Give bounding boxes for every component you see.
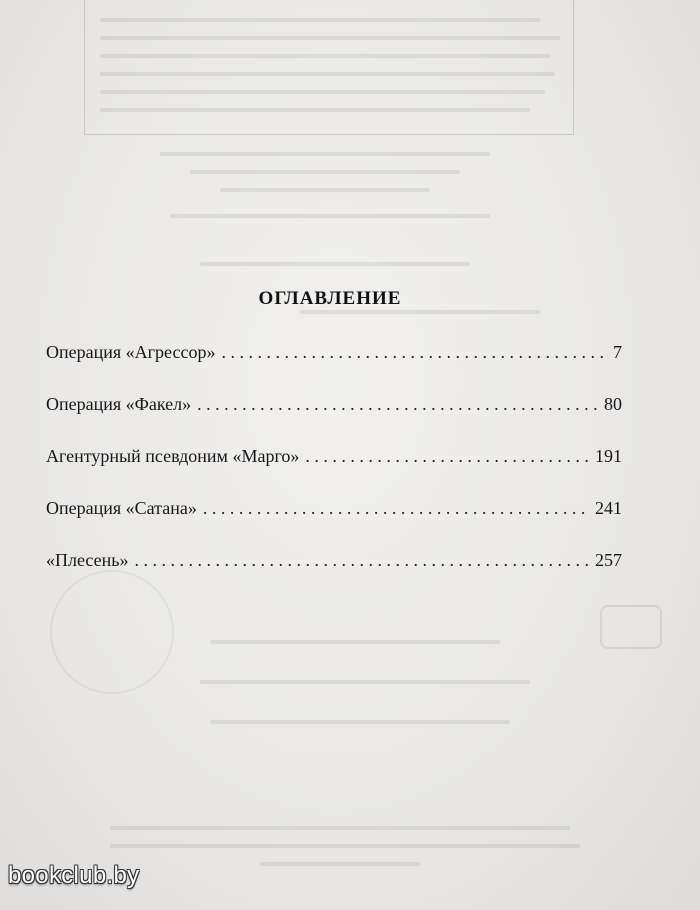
toc-entry-page: 241: [595, 498, 622, 518]
dot-leader: [305, 444, 590, 469]
bleed-through-line: [100, 72, 555, 76]
bleed-through-line: [300, 310, 540, 314]
toc-entry-page: 80: [604, 394, 622, 414]
dot-leader: [134, 548, 590, 573]
bleed-through-line: [260, 862, 420, 866]
dot-leader: [221, 340, 608, 365]
toc-entry-page: 191: [595, 446, 622, 466]
bleed-through-line: [160, 152, 490, 156]
toc-entry-title: Операция «Сатана»: [46, 498, 197, 518]
toc-entry-title: «Плесень»: [46, 550, 129, 570]
bleed-through-line: [110, 844, 580, 848]
bleed-through-line: [170, 214, 490, 218]
site-watermark: bookclub.by: [8, 862, 140, 889]
bleed-through-line: [190, 170, 460, 174]
bleed-through-badge: [600, 605, 662, 649]
bleed-through-line: [100, 90, 545, 94]
toc-entry-page: 257: [595, 550, 622, 570]
toc-entry-title: Операция «Агрессор»: [46, 342, 216, 362]
dot-leader: [203, 496, 590, 521]
bleed-through-line: [200, 262, 470, 266]
toc-entry: [46, 444, 622, 469]
toc-entry-title: Операция «Факел»: [46, 394, 192, 414]
bleed-through-line: [100, 36, 560, 40]
bleed-through-line: [210, 720, 510, 724]
bleed-through-line: [200, 680, 530, 684]
bleed-through-line: [220, 188, 430, 192]
bleed-through-line: [110, 826, 570, 830]
bleed-through-line: [100, 18, 540, 22]
toc-heading: ОГЛАВЛЕНИЕ: [258, 288, 402, 309]
bleed-through-line: [100, 54, 550, 58]
dot-leader: [197, 392, 599, 417]
toc-entry: [46, 392, 622, 417]
toc-entry-title: Агентурный псевдоним «Марго»: [46, 446, 300, 466]
toc-entry: [46, 340, 622, 365]
bleed-through-line: [210, 640, 500, 644]
toc-entry-page: 7: [613, 342, 622, 362]
toc-entry: [46, 496, 622, 521]
bleed-through-line: [100, 108, 530, 112]
toc-list: [46, 340, 622, 600]
toc-entry: [46, 548, 622, 573]
